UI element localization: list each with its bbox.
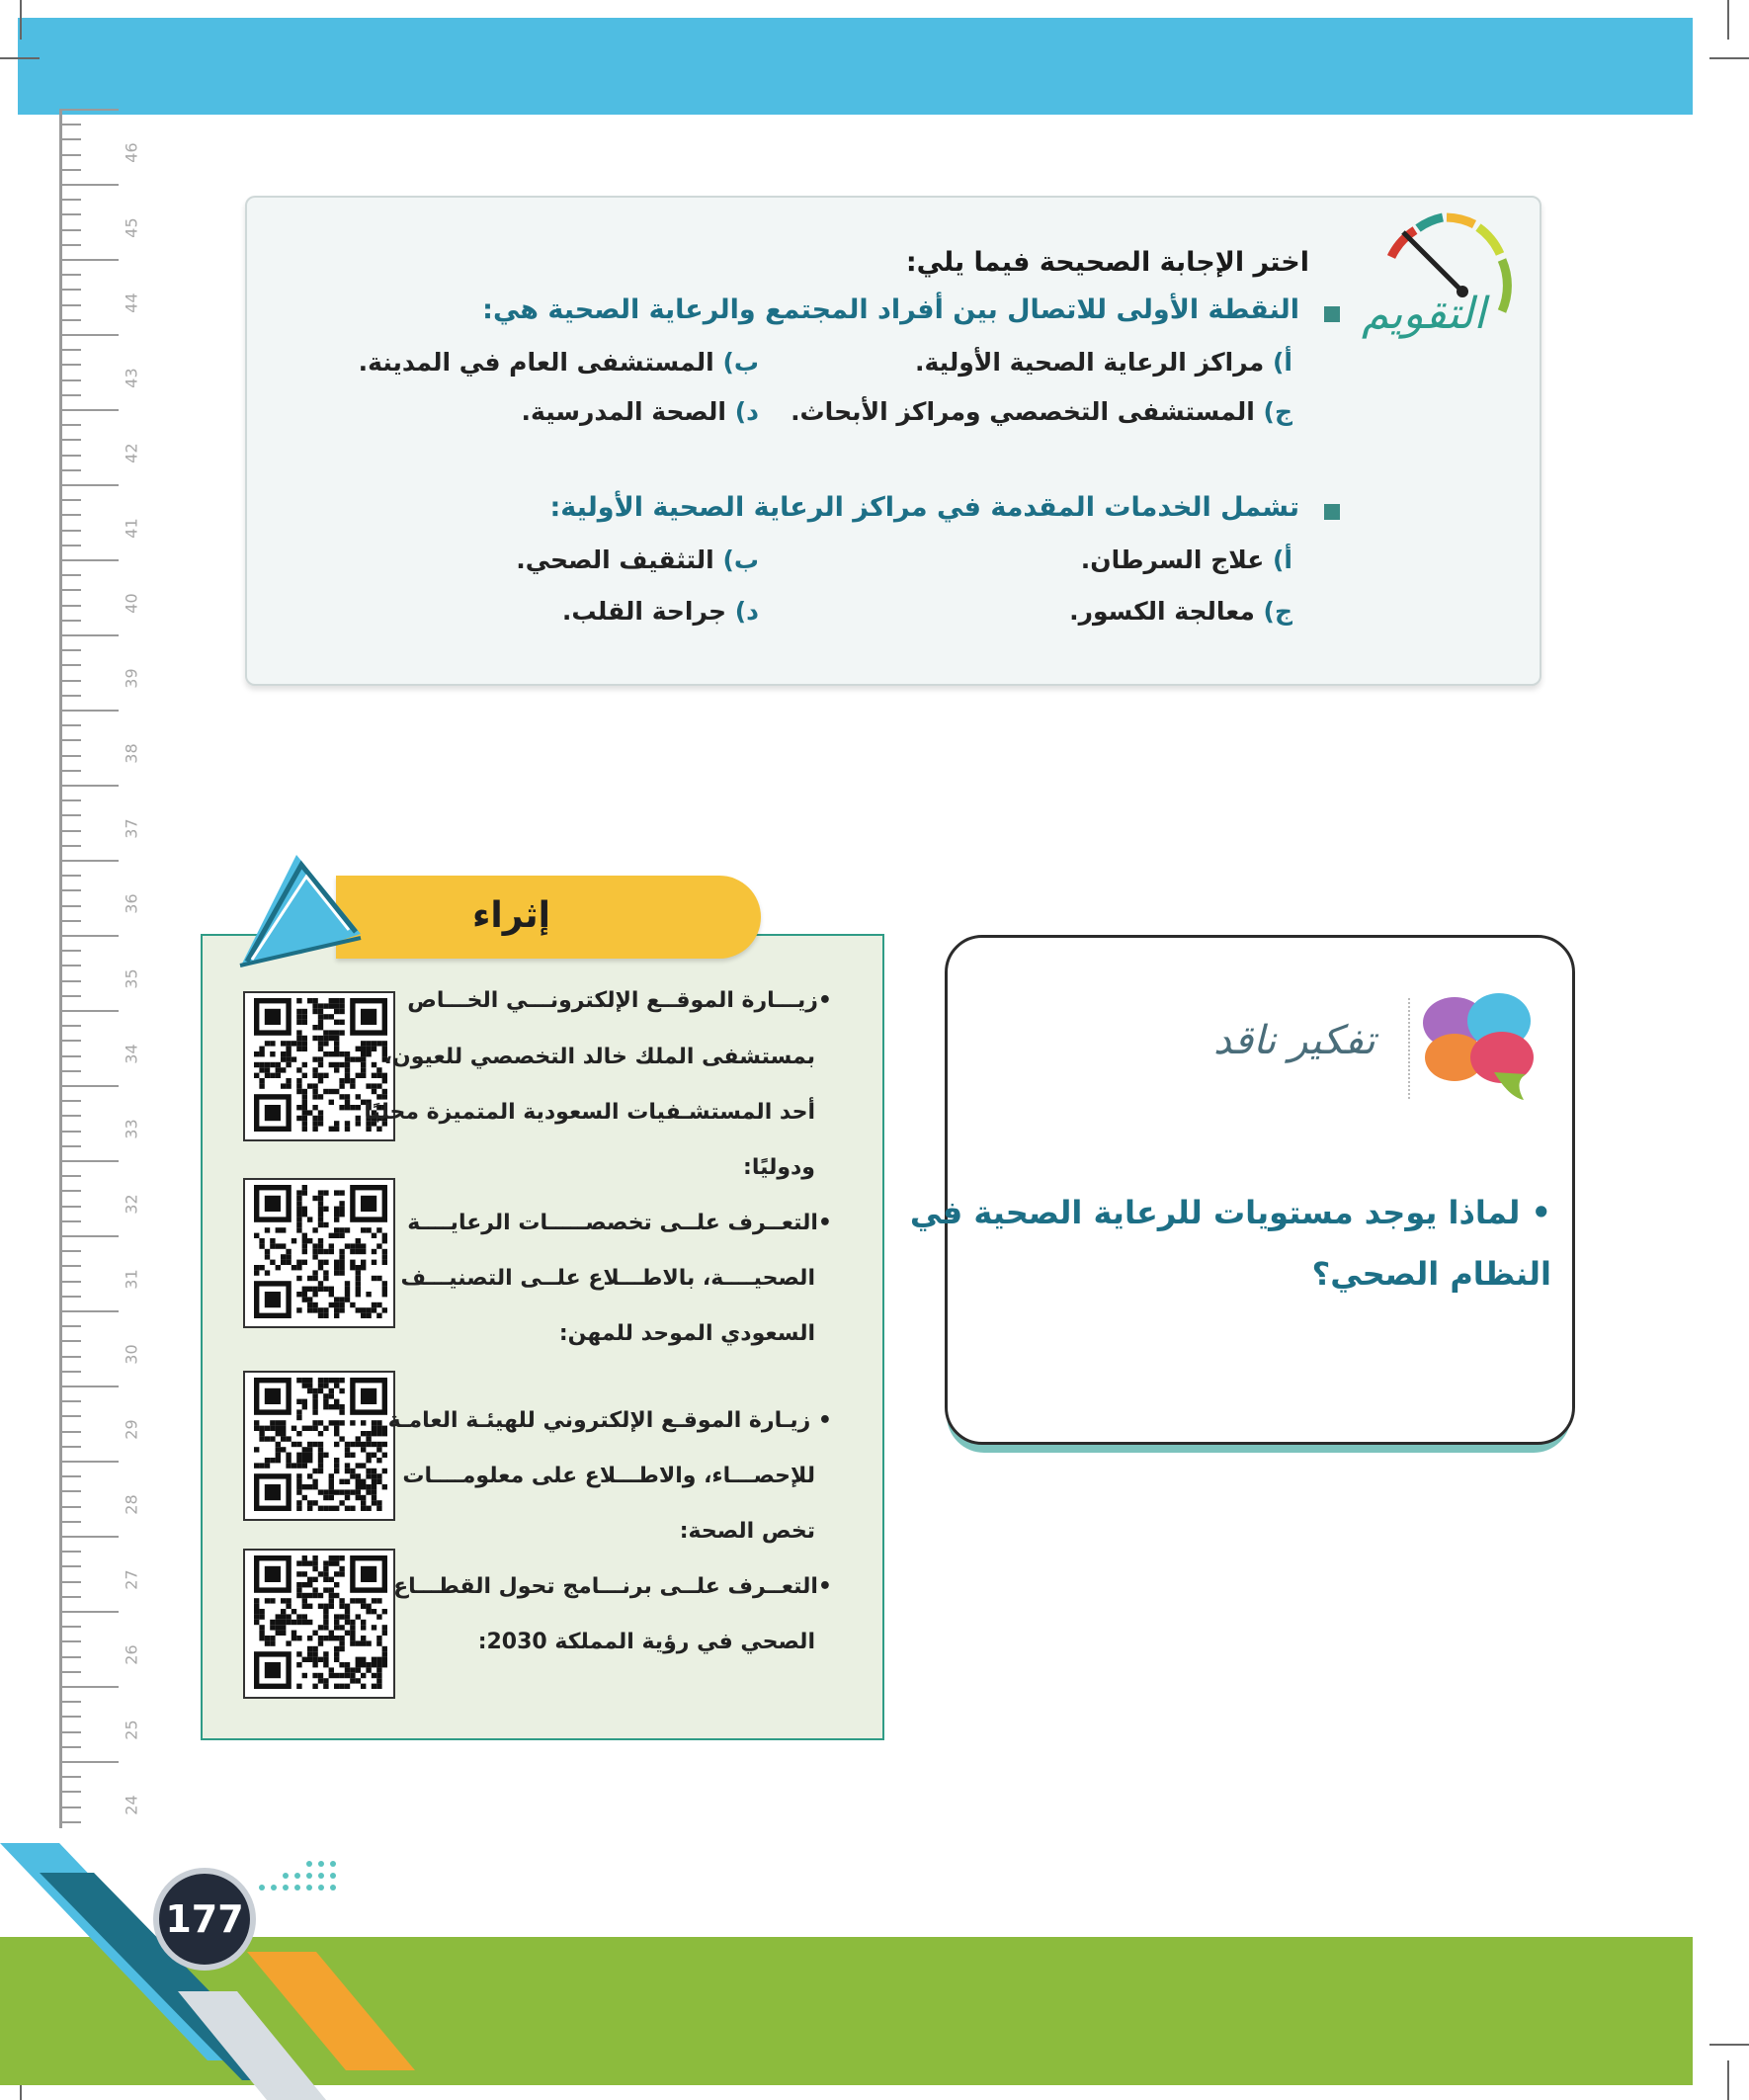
- ruler-tick: [59, 213, 81, 215]
- ruler-tick: [59, 1115, 81, 1117]
- ruler-tick: [59, 1536, 119, 1538]
- ruler-tick: [59, 199, 81, 201]
- crop-mark: [1709, 57, 1749, 59]
- ruler-tick: [59, 1475, 81, 1477]
- ruler-number: 43: [122, 368, 141, 388]
- ruler-tick: [59, 1040, 81, 1042]
- crop-mark: [1709, 2044, 1749, 2046]
- ruler-number: 33: [122, 1119, 141, 1139]
- ruler-tick: [59, 184, 119, 186]
- dots-logo: [252, 1858, 351, 1907]
- ruler-tick: [59, 319, 81, 321]
- ruler-tick: [59, 1190, 81, 1192]
- ruler-tick: [59, 499, 81, 501]
- ruler-tick: [59, 1671, 81, 1673]
- ruler-tick: [59, 634, 119, 636]
- crop-mark: [1727, 0, 1729, 40]
- ruler-number: 41: [122, 518, 141, 539]
- ruler-tick: [59, 889, 81, 891]
- ruler-tick: [59, 920, 81, 922]
- option: ج) المستشفى التخصصي ومراكز الأبحاث.: [791, 397, 1292, 426]
- ruler-tick: [59, 1701, 81, 1703]
- crop-mark: [0, 57, 40, 59]
- assessment-title: التقويم: [1362, 289, 1486, 339]
- ruler-tick: [59, 379, 81, 381]
- ruler-tick: [59, 1551, 81, 1553]
- option: ب) المستشفى العام في المدينة.: [358, 348, 759, 377]
- ruler-tick: [59, 1356, 81, 1358]
- ruler-tick: [59, 1310, 119, 1312]
- ruler-tick: [59, 1296, 81, 1298]
- enrichment-text: •التعــرف علــى تخصصـــــات الرعايــــة: [407, 1211, 832, 1235]
- ruler-number: 40: [122, 593, 141, 614]
- ruler-tick: [59, 649, 81, 651]
- enrichment-text: السعودي الموحد للمهن:: [558, 1321, 815, 1346]
- ruler-number: 29: [122, 1419, 141, 1440]
- ruler-tick: [59, 394, 81, 396]
- ruler-tick: [59, 1206, 81, 1208]
- option: ج) معالجة الكسور.: [1069, 597, 1292, 626]
- ruler-tick: [59, 439, 81, 441]
- ruler-tick: [59, 1281, 81, 1283]
- ruler-tick: [59, 259, 119, 261]
- ruler-tick: [59, 589, 81, 591]
- ruler-tick: [59, 1340, 81, 1342]
- ruler-tick: [59, 274, 81, 276]
- ruler-tick: [59, 559, 119, 561]
- enrichment-text: الصحيــــة، بالاطـــلاع علــى التصنيـــف: [400, 1266, 815, 1291]
- ruler-tick: [59, 620, 81, 622]
- question-bullet: [1324, 306, 1340, 322]
- ruler-tick: [59, 530, 81, 532]
- question-stem: النقطة الأولى للاتصال بين أفراد المجتمع والرعاية الصحية هي:: [482, 294, 1299, 325]
- ruler-tick: [59, 965, 81, 966]
- ruler-tick: [59, 1235, 119, 1237]
- ruler-tick: [59, 1761, 119, 1763]
- enrichment-text: • زيـارة الموقـع الإلكتروني للهيئـة العامـة: [387, 1408, 832, 1433]
- ruler-tick: [59, 1626, 81, 1628]
- ruler-tick: [59, 455, 81, 457]
- enrichment-text: ودوليًا:: [743, 1155, 815, 1180]
- ruler-tick: [59, 574, 81, 576]
- assessment-instruction: اختر الإجابة الصحيحة فيما يلي:: [905, 247, 1309, 278]
- side-ruler: [40, 109, 148, 1828]
- ruler-tick: [59, 770, 81, 772]
- ruler-tick: [59, 755, 81, 757]
- ruler-number: 28: [122, 1494, 141, 1515]
- ruler-tick: [59, 424, 81, 426]
- question-bullet: [1324, 504, 1340, 520]
- ruler-tick: [59, 724, 81, 726]
- ruler-tick: [59, 905, 81, 907]
- option: ب) التثقيف الصحي.: [516, 546, 759, 574]
- ruler-tick: [59, 229, 81, 231]
- ruler-number: 39: [122, 668, 141, 689]
- ruler-tick: [59, 484, 119, 486]
- ruler-tick: [59, 995, 81, 997]
- ruler-tick: [59, 109, 119, 111]
- ruler-number: 24: [122, 1795, 141, 1815]
- ruler-number: 31: [122, 1269, 141, 1290]
- option: د) جراحة القلب.: [561, 597, 759, 626]
- ruler-tick: [59, 785, 119, 787]
- ruler-tick: [59, 1100, 81, 1102]
- ruler-tick: [59, 1806, 81, 1808]
- ruler-tick: [59, 289, 81, 291]
- ruler-tick: [59, 1325, 81, 1327]
- ruler-tick: [59, 814, 81, 816]
- ruler-tick: [59, 1131, 81, 1133]
- ruler-tick: [59, 1611, 119, 1613]
- ruler-tick: [59, 1596, 81, 1598]
- assessment-box: [245, 196, 1541, 686]
- ruler-tick: [59, 1716, 81, 1718]
- ruler-tick: [59, 1386, 119, 1387]
- enrichment-text: تخص الصحة:: [679, 1519, 815, 1544]
- option: أ) مراكز الرعاية الصحية الأولية.: [915, 348, 1292, 377]
- ruler-number: 38: [122, 743, 141, 764]
- ruler-tick: [59, 364, 81, 366]
- ruler-tick: [59, 334, 119, 336]
- ruler-tick: [59, 1371, 81, 1373]
- critical-thinking-title: تفكير ناقد: [1213, 1018, 1375, 1063]
- ruler-tick: [59, 1731, 81, 1733]
- ruler-tick: [59, 1010, 119, 1012]
- ruler-number: 26: [122, 1644, 141, 1665]
- qr-code[interactable]: [243, 1178, 395, 1328]
- divider: [1408, 998, 1412, 1099]
- enrichment-text: للإحصـــاء، والاطـــلاع على معلومــــات: [402, 1464, 815, 1488]
- ruler-number: 44: [122, 293, 141, 313]
- ruler-tick: [59, 710, 119, 712]
- ruler-tick: [59, 1250, 81, 1252]
- ruler-tick: [59, 680, 81, 682]
- ruler-tick: [59, 1400, 81, 1402]
- ruler-number: 45: [122, 217, 141, 238]
- ruler-tick: [59, 980, 81, 982]
- ruler-tick: [59, 1776, 81, 1778]
- ruler-tick: [59, 695, 81, 697]
- ruler-number: 36: [122, 893, 141, 914]
- ruler-tick: [59, 1160, 119, 1162]
- ruler-tick: [59, 124, 81, 126]
- enrichment-text: بمستشفى الملك خالد التخصصي للعيون،: [383, 1045, 815, 1069]
- enrichment-text: •زيـــارة الموقــع الإلكترونـــي الخـــاص: [407, 988, 832, 1013]
- ruler-tick: [59, 1070, 81, 1072]
- ruler-tick: [59, 860, 119, 862]
- option: أ) علاج السرطان.: [1080, 546, 1292, 574]
- ruler-number: 34: [122, 1044, 141, 1064]
- ruler-tick: [59, 1565, 81, 1567]
- ruler-number: 27: [122, 1569, 141, 1590]
- ruler-tick: [59, 950, 81, 952]
- qr-code[interactable]: [243, 1549, 395, 1699]
- ruler-tick: [59, 664, 81, 666]
- crop-mark: [1727, 2060, 1729, 2100]
- brain-puzzle-icon: [1415, 983, 1543, 1102]
- enrichment-text: •التعــرف علــى برنـــامج تحول القطـــاع: [393, 1574, 832, 1599]
- ruler-tick: [59, 1265, 81, 1267]
- ruler-tick: [59, 1656, 81, 1658]
- ruler-tick: [59, 304, 81, 306]
- ruler-tick: [59, 1431, 81, 1433]
- ruler-tick: [59, 845, 81, 847]
- ruler-tick: [59, 1025, 81, 1027]
- ruler-tick: [59, 545, 81, 546]
- ruler-tick: [59, 1220, 81, 1222]
- ruler-tick: [59, 1446, 81, 1448]
- ruler-tick: [59, 138, 81, 140]
- ruler-tick: [59, 1521, 81, 1523]
- top-header-bar: [18, 18, 1693, 115]
- ruler-number: 35: [122, 968, 141, 989]
- ruler-tick: [59, 1461, 119, 1463]
- ruler-tick: [59, 1506, 81, 1508]
- option: د) الصحة المدرسية.: [521, 397, 759, 426]
- ruler-tick: [59, 1175, 81, 1177]
- enrichment-title: إثراء: [472, 895, 550, 936]
- ruler-tick: [59, 1791, 81, 1793]
- ruler-tick: [59, 514, 81, 516]
- ruler-number: 32: [122, 1194, 141, 1215]
- ruler-number: 25: [122, 1720, 141, 1740]
- ruler-tick: [59, 830, 81, 832]
- ruler-tick: [59, 1581, 81, 1583]
- book-icon: [222, 835, 371, 973]
- critical-thinking-question: النظام الصحي؟: [1311, 1255, 1551, 1293]
- ruler-tick: [59, 409, 119, 411]
- enrichment-text: أحد المستشـفيات السعودية المتميزة محليًا: [364, 1100, 815, 1125]
- ruler-tick: [59, 154, 81, 156]
- qr-code[interactable]: [243, 1371, 395, 1521]
- ruler-tick: [59, 1085, 119, 1087]
- ruler-number: 46: [122, 142, 141, 163]
- ruler-tick: [59, 349, 81, 351]
- enrichment-text: الصحي في رؤية المملكة 2030:: [477, 1630, 815, 1654]
- ruler-tick: [59, 1746, 81, 1748]
- ruler-number: 37: [122, 818, 141, 839]
- ruler-tick: [59, 605, 81, 607]
- ruler-number: 42: [122, 443, 141, 463]
- ruler-tick: [59, 1145, 81, 1147]
- ruler-tick: [59, 799, 81, 801]
- ruler-tick: [59, 1055, 81, 1057]
- critical-thinking-question: • لماذا يوجد مستويات للرعاية الصحية في: [909, 1194, 1551, 1231]
- ruler-tick: [59, 739, 81, 741]
- ruler-number: 30: [122, 1344, 141, 1365]
- ruler-tick: [59, 1686, 119, 1688]
- question-stem: تشمل الخدمات المقدمة في مراكز الرعاية الصحية الأولية:: [549, 492, 1299, 523]
- page-number: 177: [153, 1868, 256, 1971]
- crop-mark: [20, 0, 22, 40]
- ruler-tick: [59, 1640, 81, 1642]
- ruler-tick: [59, 875, 81, 877]
- ruler-tick: [59, 169, 81, 171]
- ruler-tick: [59, 1490, 81, 1492]
- ruler-tick: [59, 1415, 81, 1417]
- ruler-tick: [59, 935, 119, 937]
- ruler-tick: [59, 244, 81, 246]
- ruler-tick: [59, 469, 81, 471]
